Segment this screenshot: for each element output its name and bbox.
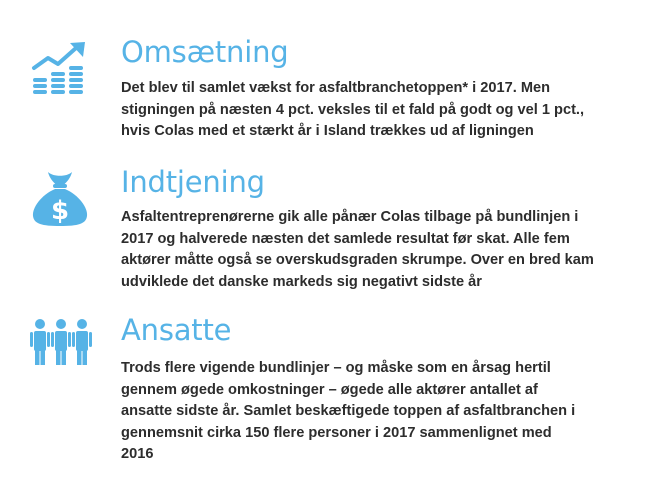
revenue-chart-coins-icon: [30, 40, 90, 96]
body-line: 2016: [121, 446, 154, 462]
section-body: [121, 207, 641, 293]
body-line: Trods flere vigende bundlinjer – og måske som en årsag hertil: [121, 360, 551, 376]
section-body: [121, 358, 641, 466]
body-line: aktører måtte også se overskudsgraden skrumpe. Over en bred kam: [121, 252, 594, 268]
money-bag-dollar-icon: [31, 168, 89, 228]
section-title: Omsætning: [121, 35, 289, 69]
section-body: [121, 78, 641, 143]
employees-people-icon: [30, 318, 92, 368]
body-line: stigningen på næsten 4 pct. veksles til et fald på godt og vel 1 pct.,: [121, 101, 585, 118]
body-line: ansatte sidste år. Samlet beskæftigede toppen af asfaltbranchen i: [121, 403, 576, 419]
body-line: gennem øgede omkostninger – øgede alle aktører antallet af: [121, 381, 538, 398]
section-title: Indtjening: [121, 165, 265, 199]
body-line: Asfaltentreprenørerne gik alle pånær Colas tilbage på bundlinjen i: [121, 209, 579, 225]
svg-text:$: $: [50, 196, 70, 226]
body-line: gennemsnit cirka 150 flere personer i 2017 sammenlignet med: [121, 424, 552, 441]
body-line: hvis Colas med et stærkt år i Island trækkes ud af ligningen: [121, 123, 534, 139]
body-line: Det blev til samlet vækst for asfaltbranchetoppen* i 2017. Men: [121, 80, 551, 96]
body-line: udviklede det danske markeds sig negativt sidste år: [121, 273, 482, 290]
body-line: 2017 og halverede næsten det samlede resultat før skat. Alle fem: [121, 230, 570, 247]
section-title: Ansatte: [121, 313, 232, 347]
